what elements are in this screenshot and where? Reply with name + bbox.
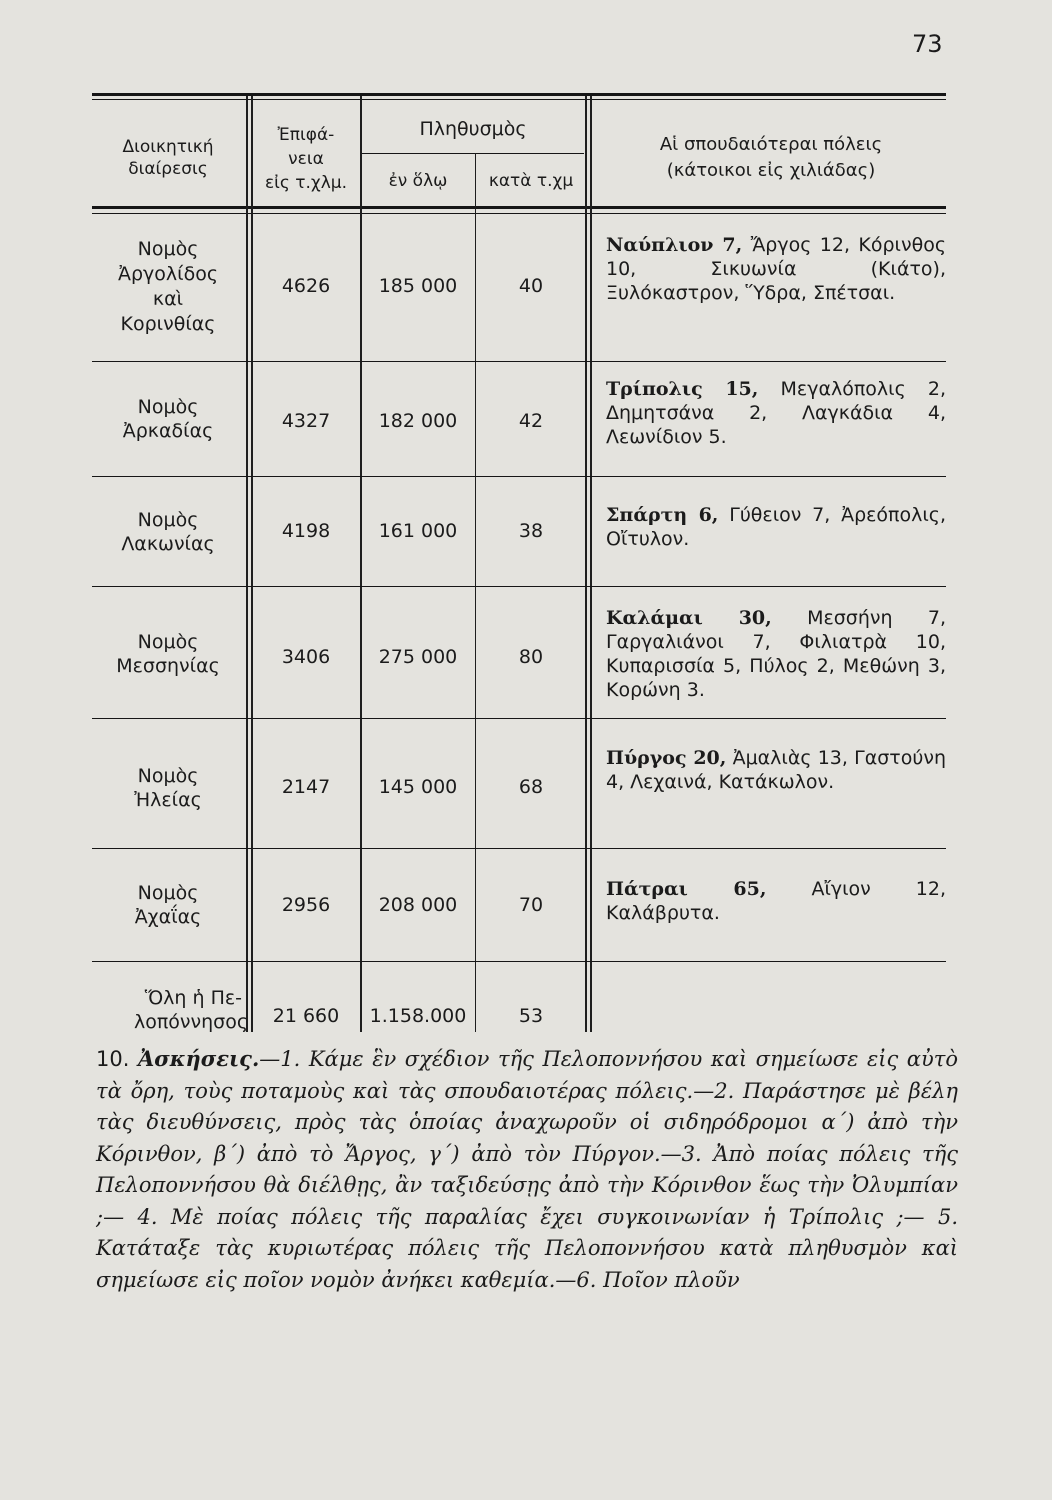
row6-area: 2956: [281, 894, 331, 916]
row6-other-cities: Αἴγιον 12, Καλάβρυτα.: [606, 878, 946, 924]
total-area: 21 660: [272, 1005, 340, 1027]
row4-capital: Καλάμαι 30,: [606, 607, 772, 629]
row-separator: [92, 361, 946, 362]
row3-other-cities: Γύθειον 7, Ἀρεόπολις, Οἴτυλον.: [606, 504, 946, 550]
total-population: 1.158.000: [369, 1005, 467, 1027]
row4-division-line1: Νομὸς: [137, 631, 199, 653]
row4-area: 3406: [281, 646, 331, 668]
header-cities-line2: (κάτοικοι εἰς χιλιάδας): [666, 160, 876, 181]
row2-division-line2: Ἀρκαδίας: [122, 420, 214, 442]
header-bottom-rule: [92, 206, 946, 209]
header-division-line2: διαίρεσις: [128, 159, 208, 179]
row3-area: 4198: [281, 520, 331, 542]
row4-other-cities: Μεσσήνη 7, Γαργαλιάνοι 7, Φιλιατρὰ 10, Κυπαρισσία 5, Πύλος 2, Μεθώνη 3, Κορώνη 3.: [606, 607, 946, 701]
header-population-density: κατὰ τ.χμ: [488, 171, 574, 191]
header-population: Πληθυσμὸς: [419, 118, 527, 140]
col-divider-2: [360, 96, 362, 1032]
row3-density: 38: [518, 520, 544, 542]
header-area-line3: εἰς τ.χλμ.: [264, 173, 348, 193]
row4-density: 80: [518, 646, 544, 668]
row5-division-line2: Ἠλείας: [134, 789, 202, 811]
col-divider-1a: [246, 96, 248, 1032]
row2-cities: [606, 377, 946, 449]
row1-division-line4: Κορινθίας: [120, 313, 216, 335]
header-cities-line1: Αἱ σπουδαιότεραι πόλεις: [659, 134, 883, 155]
row5-area: 2147: [281, 776, 331, 798]
row2-area: 4327: [281, 410, 331, 432]
row4-cities: [606, 606, 946, 702]
row2-population: 182 000: [378, 410, 458, 432]
row4-population: 275 000: [378, 646, 458, 668]
table-top-rule: [92, 93, 946, 96]
header-area-line2: νεια: [288, 149, 324, 169]
exercises-title: Ἀσκήσεις.: [137, 1046, 260, 1071]
row6-capital: Πάτραι 65,: [606, 878, 767, 900]
row6-division-line1: Νομὸς: [137, 882, 199, 904]
col-divider-4b: [590, 96, 592, 1032]
total-division-line2: λοπόννησος: [133, 1011, 248, 1033]
row2-other-cities: Μεγαλόπολις 2, Δημητσάνα 2, Λαγκάδια 4, Λεωνίδιον 5.: [606, 378, 946, 448]
row2-density: 42: [518, 410, 544, 432]
row2-division: [92, 395, 244, 443]
col-divider-4a: [585, 96, 587, 1032]
header-area: [252, 123, 360, 195]
row6-cities: [606, 877, 946, 925]
row1-other-cities: Ἄργος 12, Κόρινθος 10, Σικυωνία (Κιάτο), Ξυλόκαστρον, Ὕδρα, Σπέτσαι.: [606, 234, 946, 304]
row1-division-line1: Νομὸς: [137, 238, 199, 260]
row1-division-line3: καὶ: [152, 288, 184, 310]
row3-division: [92, 508, 244, 556]
row-separator: [92, 718, 946, 719]
row2-division-line1: Νομὸς: [137, 396, 199, 418]
header-division: [92, 136, 244, 180]
row4-division: [92, 630, 244, 678]
row5-other-cities: Ἀμαλιὰς 13, Γαστούνη 4, Λεχαινά, Κατάκωλον.: [606, 747, 946, 793]
row5-division: [92, 764, 244, 812]
row6-density: 70: [518, 894, 544, 916]
row6-division: [92, 881, 244, 929]
row2-capital: Τρίπολις 15,: [606, 378, 759, 400]
row1-density: 40: [518, 275, 544, 297]
row1-population: 185 000: [378, 275, 458, 297]
header-division-line1: Διοικητική: [122, 137, 214, 157]
page-number: 73: [912, 30, 943, 58]
table-top-rule-thin: [92, 99, 946, 100]
row3-cities: [606, 503, 946, 551]
row1-capital: Ναύπλιον 7,: [606, 234, 743, 256]
row1-area: 4626: [281, 275, 331, 297]
row3-capital: Σπάρτη 6,: [606, 504, 719, 526]
row5-capital: Πύργος 20,: [606, 747, 727, 769]
row1-cities: [606, 233, 946, 305]
row5-population: 145 000: [378, 776, 458, 798]
row3-division-line1: Νομὸς: [137, 509, 199, 531]
header-area-line1: Ἐπιφά-: [277, 125, 335, 145]
exercises-number: 10.: [96, 1047, 130, 1071]
header-bottom-rule-thin: [92, 213, 946, 214]
row5-density: 68: [518, 776, 544, 798]
row6-division-line2: Ἀχαΐας: [134, 906, 202, 928]
row3-division-line2: Λακωνίας: [121, 533, 215, 555]
row3-population: 161 000: [378, 520, 458, 542]
total-division: [92, 986, 248, 1034]
header-cities: [596, 132, 946, 184]
row1-division-line2: Ἀργολίδος: [117, 263, 218, 285]
row1-division: [92, 237, 244, 337]
total-division-line1: Ὅλη ἡ Πε-: [144, 987, 242, 1009]
row-separator: [92, 961, 946, 962]
row-separator: [92, 586, 946, 587]
exercises-text: —1. Κάμε ἓν σχέδιον τῆς Πελοποννήσου καὶ σημείωσε εἰς αὐτὸ τὰ ὄρη, τοὺς ποταμοὺς καὶ τὰς σπουδαιοτέρας πόλεις.—2. Παράστησε μὲ βέλη τὰς διευθύνσεις, πρὸς τὰς ὁποίας ἀναχωροῦν οἱ σιδηρόδρομοι α΄) ἀπὸ τὴν Κόρινθον, β΄) ἀπὸ τὸ Ἄργος, γ΄) ἀπὸ τὸν Πύργον.—3. Ἀπὸ ποίας πόλεις τῆς Πελοποννήσου θὰ διέλθῃς, ἂν ταξιδεύσῃς ἀπὸ τὴν Κόρινθον ἕως τὴν Ὀλυμπίαν ;— 4. Μὲ ποίας πόλεις τῆς παραλίας ἔχει συγκοινωνίαν ἡ Τρίπολις ;— 5. Κατάταξε τὰς κυριωτέρας πόλεις τῆς Πελοποννήσου κατὰ πληθυσμὸν καὶ σημείωσε εἰς ποῖον νομὸν ἀνήκει καθεμία.—6. Ποῖον πλοῦν: [96, 1047, 958, 1292]
exercises-paragraph: [96, 1043, 958, 1296]
col-divider-1b: [251, 96, 253, 1032]
header-population-divider: [362, 153, 584, 154]
row-separator: [92, 476, 946, 477]
total-density: 53: [518, 1005, 544, 1027]
row4-division-line2: Μεσσηνίας: [116, 655, 220, 677]
row-separator: [92, 848, 946, 849]
row6-population: 208 000: [378, 894, 458, 916]
row5-division-line1: Νομὸς: [137, 765, 199, 787]
header-population-total: ἐν ὅλῳ: [388, 171, 448, 191]
row5-cities: [606, 746, 946, 794]
